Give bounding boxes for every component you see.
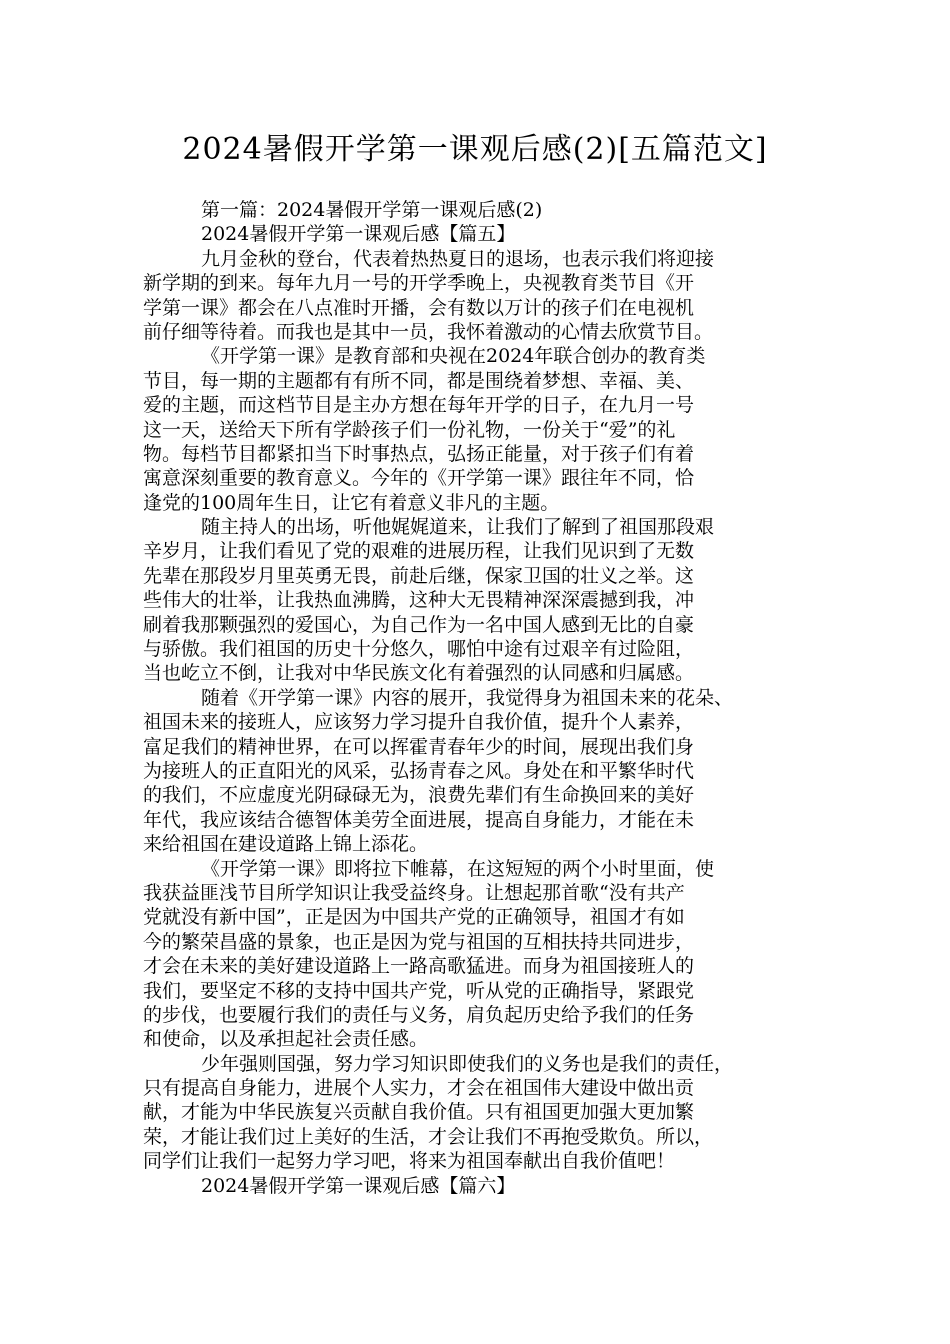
text-line: 辛岁月，让我们看见了党的艰难的进展历程，让我们见识到了无数 — [143, 540, 695, 563]
text-line: 爱的主题，而这档节目是主办方想在每年开学的日子，在九月一号 — [143, 394, 695, 417]
text-line: 刷着我那颗强烈的爱国心，为自己作为一名中国人感到无比的自豪 — [143, 613, 695, 636]
text-line: 的步伐，也要履行我们的责任与义务，肩负起历史给予我们的任务 — [143, 1003, 695, 1026]
text-line: 今的繁荣昌盛的景象，也正是因为党与祖国的互相扶持共同进步， — [143, 930, 695, 953]
document-body — [143, 198, 831, 1198]
text-line: 先辈在那段岁月里英勇无畏，前赴后继，保家卫国的壮义之举。这 — [143, 564, 695, 587]
text-line: 来给祖国在建设道路上锦上添花。 — [143, 833, 429, 856]
text-line: 新学期的到来。每年九月一号的开学季晚上，央视教育类节目《开 — [143, 272, 695, 295]
text-line: 党就没有新中国”，正是因为中国共产党的正确领导，祖国才有如 — [143, 906, 685, 929]
text-line: 的我们，不应虚度光阴碌碌无为，浪费先辈们有生命换回来的美好 — [143, 784, 695, 807]
text-line: 寓意深刻重要的教育意义。今年的《开学第一课》跟往年不同，恰 — [143, 467, 695, 490]
text-line: 些伟大的壮举，让我热血沸腾，这种大无畏精神深深震撼到我，冲 — [143, 589, 695, 612]
text-line: 随主持人的出场，听他娓娓道来，让我们了解到了祖国那段艰 — [201, 516, 715, 539]
text-line: 前仔细等待着。而我也是其中一员，我怀着激动的心情去欣赏节目。 — [143, 320, 714, 343]
text-line: 我获益匪浅节目所学知识让我受益终身。让想起那首歌“没有共产 — [143, 881, 685, 904]
text-line: 年代，我应该结合德智体美劳全面进展，提高自身能力，才能在未 — [143, 808, 695, 831]
text-line: 祖国未来的接班人，应该努力学习提升自我价值，提升个人素养， — [143, 711, 695, 734]
text-line: 荣，才能让我们过上美好的生活，才会让我们不再抱受欺负。所以， — [143, 1125, 714, 1148]
text-line: 当也屹立不倒，让我对中华民族文化有着强烈的认同感和归属感。 — [143, 662, 695, 685]
text-line: 与骄傲。我们祖国的历史十分悠久，哪怕中途有过艰辛有过险阻， — [143, 638, 695, 661]
text-line: 节目，每一期的主题都有有所不同，都是围绕着梦想、幸福、美、 — [143, 369, 695, 392]
text-line: 随着《开学第一课》内容的展开，我觉得身为祖国未来的花朵、 — [201, 686, 734, 709]
text-line: 为接班人的正直阳光的风采，弘扬青春之风。身处在和平繁华时代 — [143, 759, 695, 782]
text-line: 九月金秋的登台，代表着热热夏日的退场，也表示我们将迎接 — [201, 247, 715, 270]
text-line: 《开学第一课》是教育部和央视在2024年联合创办的教育类 — [201, 345, 706, 368]
text-line: 逢党的100周年生日，让它有着意义非凡的主题。 — [143, 491, 560, 514]
text-line: 2024暑假开学第一课观后感【篇五】 — [201, 223, 516, 246]
text-line: 少年强则国强，努力学习知识即使我们的义务也是我们的责任， — [201, 1052, 734, 1075]
text-line: 2024暑假开学第一课观后感【篇六】 — [201, 1174, 516, 1197]
text-line: 我们，要坚定不移的支持中国共产党，听从党的正确指导，紧跟党 — [143, 979, 695, 1002]
text-line: 物。每档节目都紧扣当下时事热点，弘扬正能量，对于孩子们有着 — [143, 442, 695, 465]
text-line: 《开学第一课》即将拉下帷幕，在这短短的两个小时里面，使 — [201, 857, 715, 880]
text-line: 第一篇：2024暑假开学第一课观后感(2) — [201, 199, 543, 221]
text-line: 献，才能为中华民族复兴贡献自我价值。只有祖国更加强大更加繁 — [143, 1101, 695, 1124]
text-line: 才会在未来的美好建设道路上一路高歌猛进。而身为祖国接班人的 — [143, 955, 695, 978]
text-line: 和使命，以及承担起社会责任感。 — [143, 1028, 429, 1051]
text-line: 同学们让我们一起努力学习吧，将来为祖国奉献出自我价值吧！ — [143, 1150, 676, 1173]
document-title: 2024暑假开学第一课观后感(2)[五篇范文] — [182, 132, 768, 167]
text-line: 富足我们的精神世界，在可以挥霍青春年少的时间，展现出我们身 — [143, 735, 695, 758]
text-line: 只有提高自身能力，进展个人实力，才会在祖国伟大建设中做出贡 — [143, 1077, 695, 1100]
text-line: 这一天，送给天下所有学龄孩子们一份礼物，一份关于“爱”的礼 — [143, 418, 676, 441]
text-line: 学第一课》都会在八点准时开播，会有数以万计的孩子们在电视机 — [143, 296, 695, 319]
